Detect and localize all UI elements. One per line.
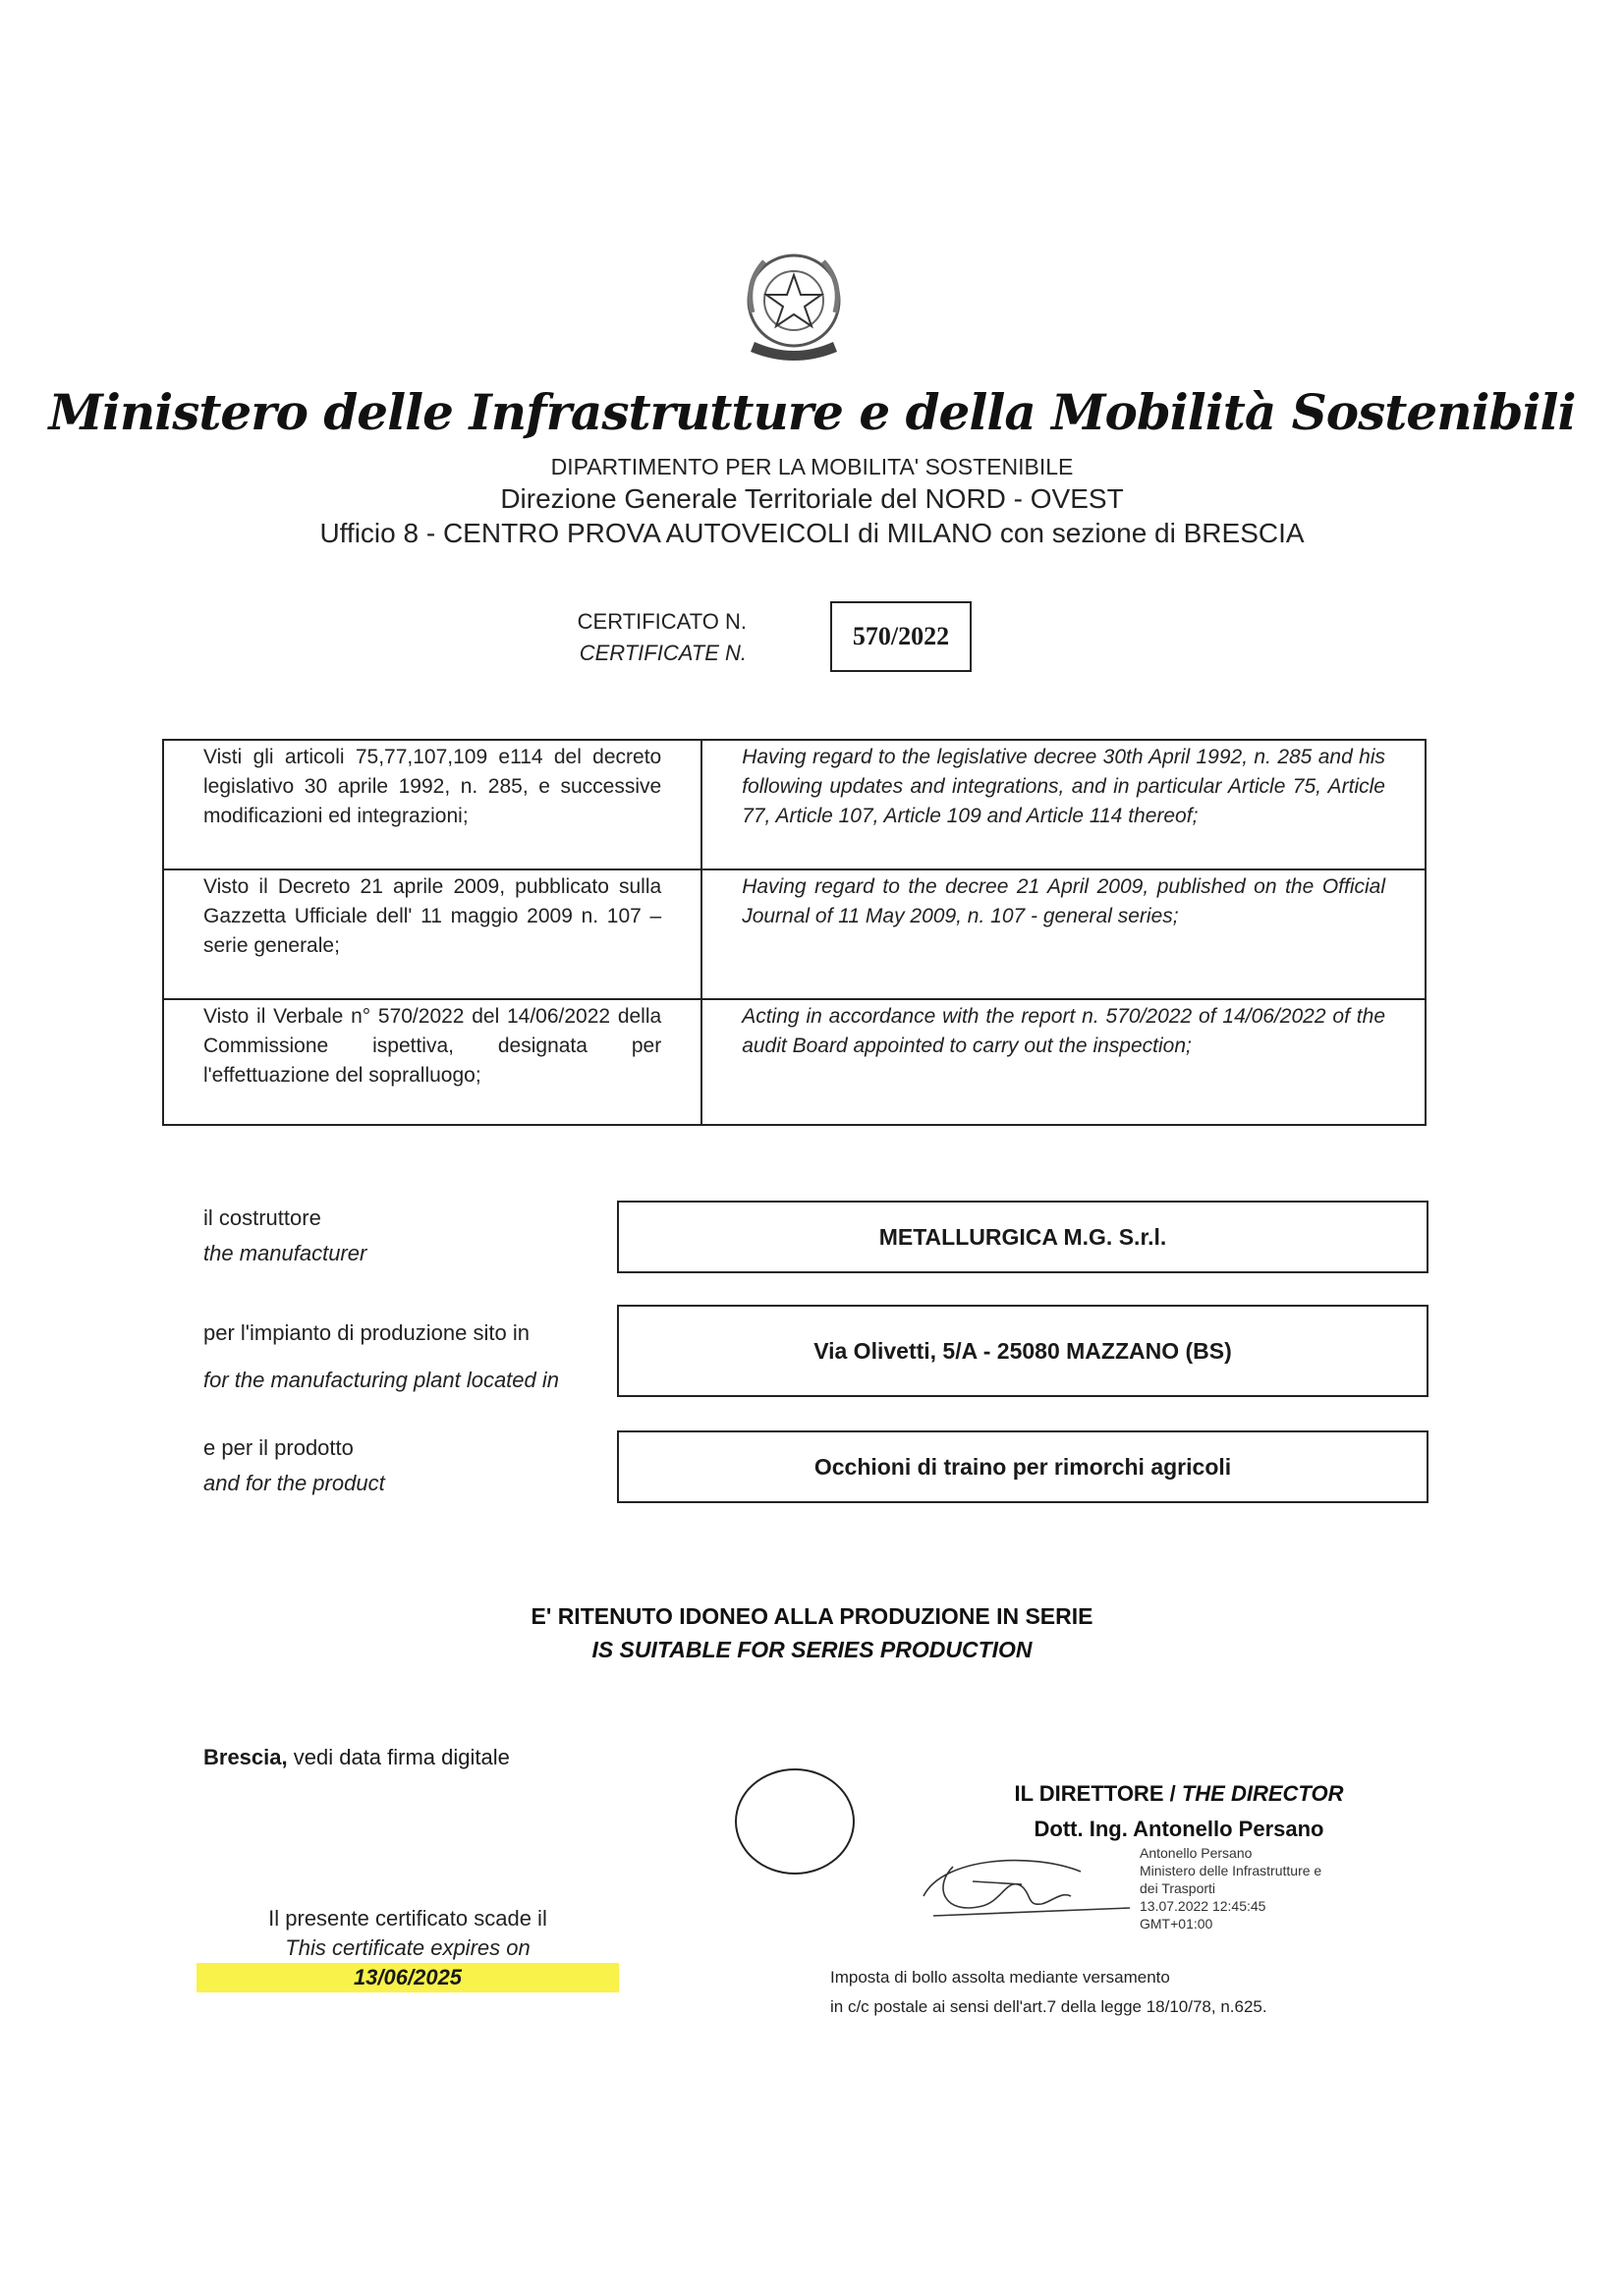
directorate: Direzione Generale Territoriale del NORD - OVEST [500, 483, 1124, 514]
declaration [0, 1599, 1624, 1666]
plant-value: Via Olivetti, 5/A - 25080 MAZZANO (BS) [617, 1305, 1428, 1397]
legal-basis-table [162, 739, 1427, 1126]
digital-signature-line: 13.07.2022 12:45:45 [1140, 1898, 1266, 1914]
stamp-duty-note [830, 1963, 1267, 2022]
place-text: vedi data firma digitale [293, 1745, 510, 1769]
declaration-en: IS SUITABLE FOR SERIES PRODUCTION [591, 1637, 1033, 1662]
certificate-label-it: CERTIFICATO N. [577, 609, 747, 634]
digital-signature-line: GMT+01:00 [1140, 1916, 1213, 1932]
ministry-name: Ministero delle Infrastrutture e della Mobilità Sostenibili [48, 383, 1576, 441]
digital-signature [1140, 1844, 1321, 1932]
declaration-it: E' RITENUTO IDONEO ALLA PRODUZIONE IN SERIE [531, 1603, 1093, 1629]
table-row [163, 740, 1426, 869]
director-name: Dott. Ing. Antonello Persano [1034, 1817, 1324, 1841]
certificate-number: 570/2022 [830, 601, 972, 672]
digital-signature-line: Ministero delle Infrastrutture e [1140, 1863, 1322, 1878]
product-label-en: and for the product [203, 1471, 385, 1495]
legal-basis-it: Visti gli articoli 75,77,107,109 e114 del decreto legislativo 30 aprile 1992, n. 285, e successive modificazioni ed integrazioni; [163, 740, 701, 869]
manufacturer-label-en: the manufacturer [203, 1241, 367, 1265]
certificate-label-en: CERTIFICATE N. [579, 641, 747, 665]
legal-basis-en: Acting in accordance with the report n. 570/2022 of 14/06/2022 of the audit Board appointed to carry out the inspection; [701, 999, 1426, 1125]
manufacturer-label-it: il costruttore [203, 1205, 321, 1230]
legal-basis-en: Having regard to the legislative decree 30th April 1992, n. 285 and his following updates and integrations, and in particular Article 75, Article 77, Article 107, Article 109 and Article 114 thereof; [701, 740, 1426, 869]
table-row [163, 999, 1426, 1125]
plant-label-en: for the manufacturing plant located in [203, 1368, 560, 1392]
manufacturer-label [203, 1201, 366, 1271]
manufacturer-value: METALLURGICA M.G. S.r.l. [617, 1201, 1428, 1273]
director-title [982, 1776, 1375, 1812]
department: DIPARTIMENTO PER LA MOBILITA' SOSTENIBILE [550, 454, 1074, 479]
product-label-it: e per il prodotto [203, 1435, 354, 1460]
expiry-it: Il presente certificato scade il [268, 1906, 547, 1931]
stamp-duty-line: Imposta di bollo assolta mediante versamento [830, 1968, 1170, 1987]
product-value: Occhioni di traino per rimorchi agricoli [617, 1430, 1428, 1503]
expiry-date: 13/06/2025 [196, 1963, 619, 1992]
expiry-en: This certificate expires on [285, 1935, 531, 1960]
certificate-label [550, 606, 747, 669]
plant-label-it: per l'impianto di produzione sito in [203, 1320, 530, 1345]
legal-basis-it: Visto il Verbale n° 570/2022 del 14/06/2022 della Commissione ispettiva, designata per l'effettuazione del sopralluogo; [163, 999, 701, 1125]
expiry-text [196, 1904, 619, 1963]
director-title-it: IL DIRETTORE / [1014, 1781, 1176, 1806]
office: Ufficio 8 - CENTRO PROVA AUTOVEICOLI di MILANO con sezione di BRESCIA [319, 518, 1305, 548]
director-title-en: THE DIRECTOR [1181, 1781, 1344, 1806]
legal-basis-en: Having regard to the decree 21 April 2009, published on the Official Journal of 11 May 2009, n. 107 - general series; [701, 869, 1426, 999]
handwritten-signature [914, 1847, 1140, 1926]
place-city: Brescia, [203, 1745, 288, 1769]
place-date [203, 1745, 510, 1770]
plant-label [203, 1310, 559, 1404]
digital-signature-line: Antonello Persano [1140, 1845, 1253, 1861]
seal-circle [735, 1768, 855, 1875]
italian-republic-emblem-icon [735, 244, 853, 371]
table-row [163, 869, 1426, 999]
product-label [203, 1430, 385, 1501]
director-block [982, 1776, 1375, 1847]
digital-signature-line: dei Trasporti [1140, 1880, 1216, 1896]
legal-basis-it: Visto il Decreto 21 aprile 2009, pubblicato sulla Gazzetta Ufficiale dell' 11 maggio 2009 n. 107 – serie generale; [163, 869, 701, 999]
stamp-duty-line: in c/c postale ai sensi dell'art.7 della legge 18/10/78, n.625. [830, 1997, 1267, 2016]
